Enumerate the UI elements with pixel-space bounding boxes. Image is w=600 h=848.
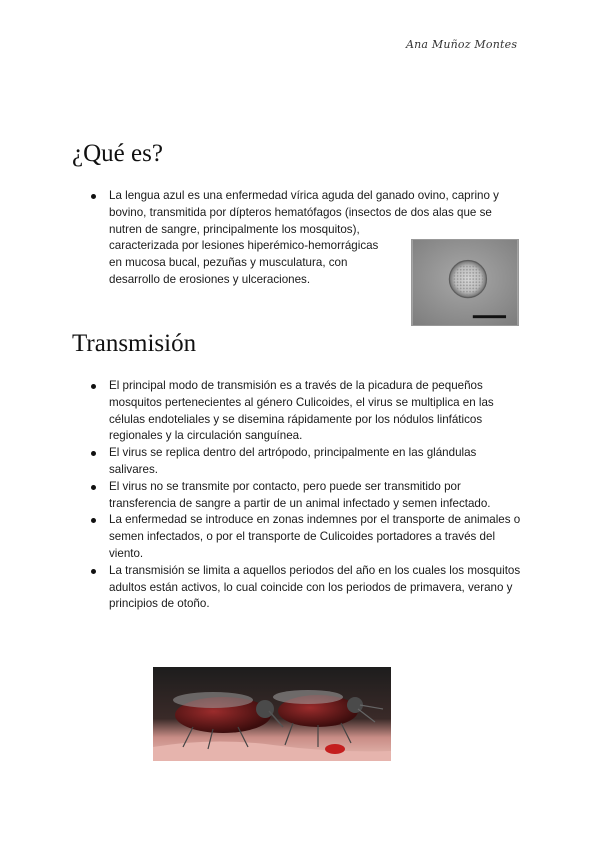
mosquitoes-photo-image [153, 667, 391, 761]
list-item: El principal modo de transmisión es a través de la picadura de pequeños mosquitos pertenecientes al género Culicoides, el virus se multiplica en las células endoteliales y se disemina rápidamente por los nódulos linfáticos regionales y la circulación sanguínea. [90, 378, 526, 445]
list-item: El virus no se transmite por contacto, pero puede ser transmitido por transferencia de sangre a partir de un animal infectado y semen infectado. [90, 479, 526, 513]
transmission-list [90, 378, 526, 613]
definition-text-1: La lengua azul es una enfermedad vírica aguda del ganado ovino, caprino y bovino, transmitida por dípteros hematófagos (insectos de dos alas que se nutren de sangre, principalmente los mosquitos), caracterizada por lesiones hiperémico-hemorrágicas en mucosa bucal, pezuñas y musculatura, con desarrollo de erosiones y ulceraciones. [109, 189, 499, 286]
section-title-transmision: Transmisión [72, 330, 197, 357]
author-name: Ana Muñoz Montes [406, 38, 518, 51]
section-title-que-es: ¿Qué es? [72, 140, 163, 167]
virus-micrograph-image [411, 239, 519, 326]
list-item: La enfermedad se introduce en zonas indemnes por el transporte de animales o semen infectados, o por el transporte de Culicoides portadores a través del viento. [90, 512, 526, 562]
list-item: El virus se replica dentro del artrópodo, principalmente en las glándulas salivares. [90, 445, 526, 479]
list-item: La transmisión se limita a aquellos periodos del año en los cuales los mosquitos adultos están activos, lo cual coincide con los periodos de primavera, verano y principios de otoño. [90, 563, 526, 613]
